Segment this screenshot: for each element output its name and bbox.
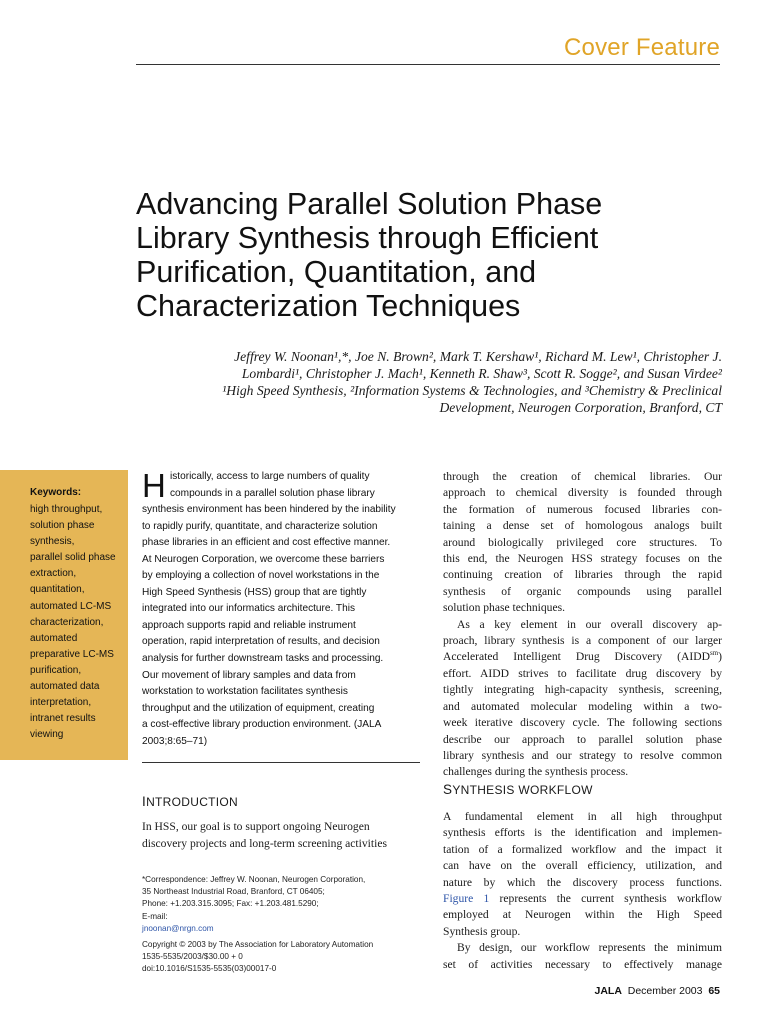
keyword-item: preparative LC-MS [30, 648, 114, 660]
body-line: Synthesis group. [443, 924, 521, 938]
issn-line: 1535-5535/2003/$30.00 + 0 [142, 952, 243, 962]
page-number: 65 [708, 985, 720, 997]
body-line: describe our approach to parallel solution phase [443, 732, 722, 746]
correspondence-line: *Correspondence: Jeffrey W. Noonan, Neurogen Corporation, [142, 875, 366, 884]
body-line: and automated molecular modeling within a two- [443, 699, 722, 713]
abstract-line: integrated into our informatics architecture. This [142, 603, 356, 615]
abstract-line: 2003;8:65–71) [142, 735, 208, 747]
abstract-line: Our movement of library samples and data from [142, 669, 356, 681]
body-line: around biologically privileged core structures. To [443, 535, 722, 549]
body-line: In HSS, our goal is to support ongoing Neurogen [142, 820, 370, 833]
introduction-text [142, 819, 424, 852]
section-heading-synthesis-workflow [443, 782, 593, 797]
keyword-item: purification, [30, 664, 82, 676]
body-line: through the creation of chemical libraries. Our [443, 470, 722, 483]
abstract-line: approach supports rapid and reliable instrument [142, 619, 356, 631]
abstract-line: istorically, access to large numbers of quality [170, 471, 370, 482]
keyword-item: quantitation, [30, 584, 85, 596]
abstract-line: compounds in a parallel solution phase library [170, 487, 375, 499]
abstract-line: At Neurogen Corporation, we overcome these barriers [142, 553, 385, 565]
service-mark: sm [709, 649, 719, 658]
figure-1-link[interactable]: Figure 1 [443, 892, 490, 906]
keyword-item: extraction, [30, 568, 77, 580]
body-line: this end, the Neurogen HSS strategy focuses on the [443, 552, 722, 566]
email-label: E-mail: [142, 911, 168, 921]
article-title [136, 187, 736, 323]
title-line: Purification, Quantitation, and [136, 255, 537, 289]
keyword-item: automated [30, 632, 78, 644]
body-line: tation of a formalized workflow and the impact it [443, 842, 722, 856]
body-line: week iterative discovery cycle. The following sections [443, 716, 722, 730]
body-line: As a key element in our overall discovery ap- [457, 617, 722, 631]
body-line: tightly integrating high-capacity synthesis, screening, [443, 683, 722, 697]
abstract-rule [142, 762, 420, 763]
body-line: can have on the overall efficiency, utilization, and [443, 859, 722, 873]
abstract [142, 469, 422, 750]
body-line: library synthesis and our strategy to resolve common [443, 748, 722, 762]
email-line [142, 911, 428, 935]
affiliation-line: ¹High Speed Synthesis, ²Information Systems & Technologies, and ³Chemistry & Preclinical [222, 383, 722, 398]
title-line: Library Synthesis through Efficient [136, 221, 599, 255]
keyword-item: high throughput, [30, 504, 103, 515]
issue-date: December 2003 [627, 985, 703, 997]
journal-name: JALA [594, 985, 622, 997]
keywords-list [30, 502, 126, 743]
keyword-item: viewing [30, 729, 64, 741]
heading-initial: S [443, 782, 453, 797]
body-line: solution phase techniques. [443, 601, 566, 615]
abstract-line: operation, rapid interpretation of results, and decision [142, 636, 380, 648]
body-line [443, 649, 722, 665]
body-line: approach to chemical diversity is founded through [443, 486, 722, 500]
author-line: Lombardi¹, Christopher J. Mach¹, Kenneth R. Shaw³, Scott R. Sogge², and Susan Virdee² [241, 366, 722, 381]
page-footer [560, 985, 720, 997]
body-line: proach, library synthesis is a component of our larger [443, 634, 722, 648]
abstract-line: phase libraries in an efficient and cost effective manner. [142, 537, 391, 549]
body-line: synthesis of organic compounds using parallel [443, 584, 722, 598]
keyword-item: characterization, [30, 616, 104, 628]
abstract-line: to rapidly purify, quantitate, and characterize solution [142, 520, 378, 532]
abstract-line: workstation to workstation facilitates synthesis [142, 686, 348, 698]
heading-rest: YNTHESIS WORKFLOW [452, 783, 593, 797]
section-label: Cover Feature [564, 34, 720, 61]
email-link[interactable]: jnoonan@nrgn.com [142, 923, 214, 933]
body-line: taining a dense set of homologous analogs built [443, 519, 722, 533]
keyword-item: automated LC-MS [30, 600, 112, 612]
doi-line: doi:10.1016/S1535-5535(03)00017-0 [142, 964, 277, 974]
body-line: A fundamental element in all high throughput [443, 810, 722, 823]
affiliation-line: Development, Neurogen Corporation, Branford, CT [439, 400, 722, 415]
body-line: employed at Neurogen within the High Speed [443, 908, 722, 922]
synthesis-workflow-text [443, 809, 722, 973]
author-list [136, 348, 722, 416]
body-line: synthesis efforts is the identification and implemen- [443, 826, 722, 840]
copyright-line: Copyright © 2003 by The Association for Laboratory Automation [142, 940, 374, 950]
abstract-line: by employing a collection of novel workstations in the [142, 570, 380, 582]
keyword-item: intranet results [30, 713, 96, 725]
body-line: the formation of numerous focused libraries con- [443, 502, 722, 516]
body-text: Accelerated Intelligent Drug Discovery (AIDD [443, 650, 710, 664]
correspondence-line: Phone: +1.203.315.3095; Fax: +1.203.481.5290; [142, 899, 319, 909]
keyword-item: automated data [30, 681, 100, 693]
title-line: Characterization Techniques [136, 289, 521, 323]
section-heading-introduction [142, 794, 238, 809]
abstract-line: throughput and the utilization of equipment, creating [142, 702, 375, 714]
body-line: set of activities necessary to effectively manage [443, 957, 722, 971]
keyword-item: synthesis, [30, 536, 75, 548]
abstract-line: synthesis environment has been hindered by the inability [142, 504, 396, 516]
drop-cap: H [142, 467, 166, 504]
correspondence-line: 35 Northeast Industrial Road, Branford, CT 06405; [142, 887, 325, 897]
keyword-item: interpretation, [30, 697, 92, 709]
body-line: challenges during the synthesis process. [443, 765, 629, 779]
body-line: discovery projects and long-term screening activities [142, 836, 387, 850]
body-text: ) [718, 650, 722, 664]
abstract-line: a cost-effective library production environment. (JALA [142, 719, 382, 731]
abstract-line: High Speed Synthesis (HSS) group that are tightly [142, 586, 367, 598]
abstract-line: analysis for further downstream tasks and processing. [142, 653, 384, 665]
header-rule [136, 64, 720, 65]
keyword-item: solution phase [30, 520, 95, 532]
keyword-item: parallel solid phase [30, 552, 116, 564]
body-line: effort. AIDD strives to facilitate drug discovery by [443, 666, 722, 680]
title-line: Advancing Parallel Solution Phase [136, 187, 603, 221]
keywords-title: Keywords: [30, 487, 82, 498]
heading-initial: I [142, 794, 147, 809]
body-line: nature by which the discovery process functions. [443, 875, 722, 889]
correspondence-block [142, 874, 428, 976]
body-text: represents the current synthesis workflow [489, 892, 722, 906]
right-column-body [443, 469, 722, 781]
body-line: continuing creation of libraries through the rapid [443, 568, 722, 582]
heading-rest: NTRODUCTION [146, 795, 239, 809]
author-line: Jeffrey W. Noonan¹,*, Joe N. Brown², Mark T. Kershaw¹, Richard M. Lew¹, Christopher J. [234, 349, 722, 364]
body-line: By design, our workflow represents the minimum [457, 941, 722, 955]
body-line [443, 891, 722, 907]
